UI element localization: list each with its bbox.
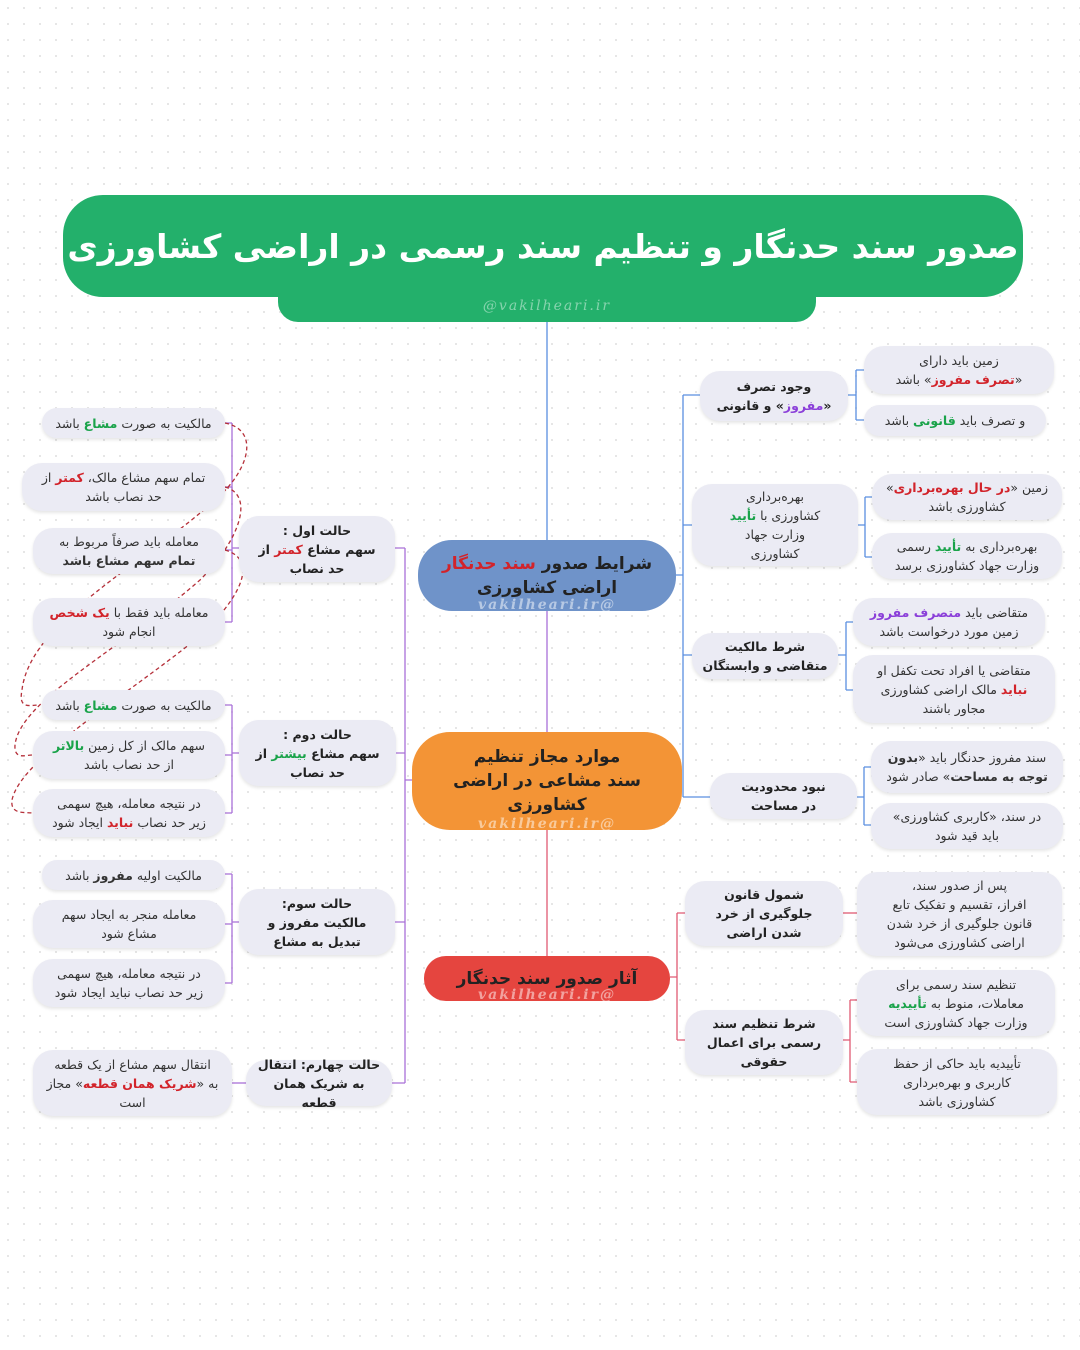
node-effects: آثار صدور سند حدنگار @vakilheari.ir [424,956,670,1001]
case1-node: حالت اول : سهم مشاع کمتر از حد نصاب [239,516,395,582]
case1-leaf-2: تمام سهم مشاع مالک، کمتر از حد نصاب باشد [22,463,225,511]
purple-branch [392,548,413,1083]
area-leaf-2: در سند، «کاربری کشاورزی» باید قید شود [871,803,1063,849]
node-conditions: شرایط صدور سند حدنگار اراضی کشاورزی @vakilheari.ir [418,540,676,611]
case3-leaf-2: معامله منجر به ایجاد سهم مشاع شود [33,900,225,948]
area-node: نبود محدودیت در مساحت [710,773,857,819]
pink-branch [670,913,685,1040]
case2-leaf-3: در نتیجه معامله، هیچ سهمی زیر حد نصاب نباید ایجاد شود [33,789,225,837]
watermark: @vakilheari.ir [482,298,612,314]
area-leaf-1: سند مفروز حدنگار باید «بدون توجه به مساحت» صادر شود [871,741,1063,793]
blue-sub-1 [848,370,864,420]
case1-leaf-4: معامله باید فقط با یک شخص انجام شود [33,598,225,646]
case3-node: حالت سوم: مالکیت مفروز و تبدیل به مشاع [239,889,395,955]
ownership-leaf-2: متقاضی یا افراد تحت تکفل او نباید مالک اراضی کشاورزی مجاور باشند [853,655,1055,723]
exploitation-leaf-2: بهره‌برداری به تأیید رسمی وزارت جهاد کشاورزی برسد [872,533,1062,579]
blue-sub-2 [858,497,872,557]
case3-leaf-3: در نتیجه معامله، هیچ سهمی زیر حد نصاب نباید ایجاد شود [33,959,225,1007]
case4-leaf: انتقال سهم مشاع از یک قطعه به «شریک همان قطعه» مجاز است [33,1050,232,1116]
case2-leaf-2: سهم مالک از کل زمین بالاتر از حد نصاب باشد [33,731,225,779]
possession-leaf-2: و تصرف باید قانونی باشد [864,405,1046,436]
exploitation-node: بهره‌برداری کشاورزی با تأیید وزارت جهاد کشاورزی [692,484,858,566]
possession-node: وجود تصرف «مفروز» و قانونی [700,371,848,421]
ownership-leaf-1: متقاضی باید متصرف مفروز زمین مورد درخواست باشد [853,598,1045,646]
case1-leaf-1: مالکیت به صورت مشاع باشد [42,408,225,438]
official-leaf-1: تنظیم سند رسمی برای معاملات، منوط به تأییدیه وزارت جهاد کشاورزی است [857,970,1055,1036]
purple-sub-1 [225,423,239,622]
case3-leaf-1: مالکیت اولیه مفروز باشد [42,860,225,890]
exploitation-leaf-1: زمین «در حال بهره‌برداری» کشاورزی باشد [872,474,1062,520]
case2-node: حالت دوم : سهم مشاع بیشتر از حد نصاب [239,720,396,786]
pink-sub-2 [843,1000,857,1082]
watermark: @vakilheari.ir [478,987,616,1003]
official-node: شرط تنظیم سند رسمی برای اعمال حقوقی [685,1010,843,1075]
blue-branch [676,395,710,797]
ownership-node: شرط مالکیت متقاضی و وابستگان [692,633,838,679]
purple-sub-3 [225,874,239,983]
possession-leaf-1: زمین باید دارای «تصرف مفروز» باشد [864,346,1054,394]
blue-sub-4 [857,767,871,825]
prevent-node: شمول قانون جلوگیری از خرد شدن اراضی [685,881,843,946]
watermark: @vakilheari.ir [478,597,616,613]
page-title: صدور سند حدنگار و تنظیم سند رسمی در اراضی کشاورزی [67,226,1019,266]
prevent-leaf: پس از صدور سند، افراز، تقسیم و تفکیک تابع قانون جلوگیری از خرد شدن اراضی کشاورزی می‌شود [857,872,1062,956]
title-tab [278,290,816,322]
case4-node: حالت چهارم: انتقال به شریک همان قطعه [246,1060,392,1106]
case1-leaf-3: معامله باید صرفاً مربوط به تمام سهم مشاع باشد [33,528,225,574]
node-musha: موارد مجاز تنظیم سند مشاعی در اراضی کشاورزی @vakilheari.ir [412,732,682,830]
purple-sub-2 [225,705,239,813]
watermark: @vakilheari.ir [478,816,616,832]
title-banner [63,195,1023,297]
case2-leaf-1: مالکیت به صورت مشاع باشد [42,690,225,720]
official-leaf-2: تأییدیه باید حاکی از حفظ کاربری و بهره‌برداری کشاورزی باشد [857,1049,1057,1115]
blue-sub-3 [838,622,853,690]
